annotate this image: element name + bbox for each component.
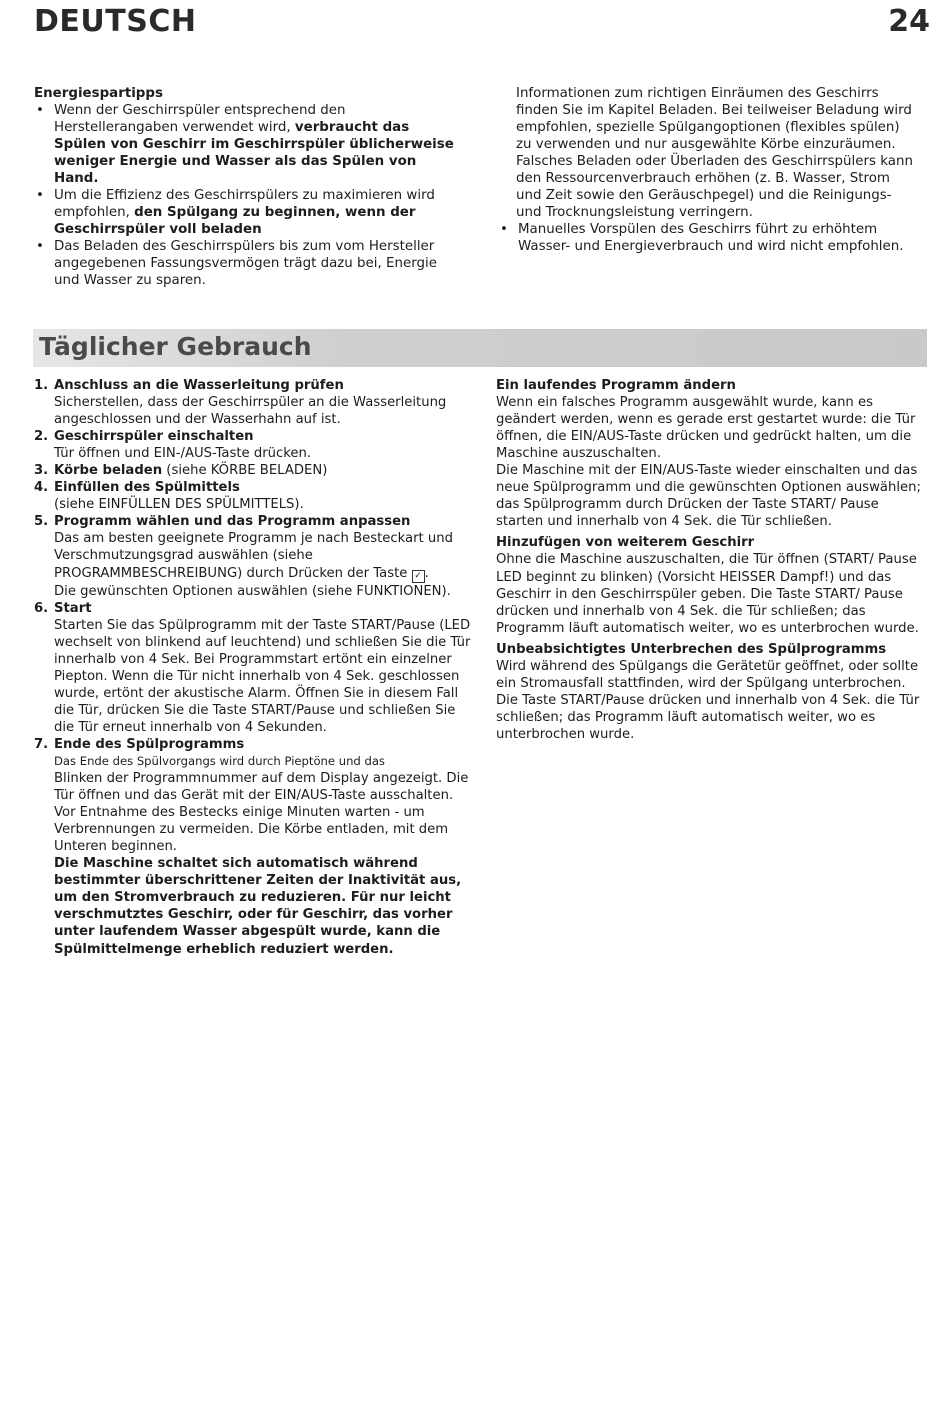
step-text: (siehe EINFÜLLEN DES SPÜLMITTELS). [54, 497, 304, 513]
step-1 [34, 377, 474, 428]
step-text-part: . [424, 565, 429, 581]
step-number: 4. [34, 480, 49, 496]
step-text: Vor Entnahme des Bestecks einige Minuten warten - um Verbrennungen zu vermeiden. Die Körbe entladen, mit dem Unteren beginnen. [54, 805, 449, 855]
step-title: Programm wählen und das Programm anpassen [54, 514, 411, 530]
daily-use-steps [34, 377, 474, 958]
step-text: Starten Sie das Spülprogramm mit der Taste START/Pause (LED wechselt von blinkend auf leuchtend) und schließen Sie die Tür innerhalb von 4 Sek. Bei Programmstart ertönt ein einzelner Piepton. Wenn die Tür nicht innerhalb von 4 Sek. geschlossen wurde, ertönt der akustische Alarm. Öffnen Sie in diesem Fall die Tür, drücken Sie die Taste START/Pause und schließen Sie die Tür erneut innerhalb von 4 Sekunden. [54, 617, 471, 735]
energy-tip-bold: verbraucht das Spülen von Geschirr im Geschirrspüler üblicherweise weniger Energie und Wasser als das Spülen von Hand. [54, 120, 454, 186]
change-program-text-2: Die Maschine mit der EIN/AUS-Taste wieder einschalten und das neue Spülprogramm und die gewünschten Optionen auswählen; das Spülprogramm durch Drücken der Taste START/ Pause starten und innerhalb von 4 Sek. die Tür schließen. [496, 463, 921, 530]
step-title: Ende des Spülprogramms [54, 736, 245, 752]
step-number: 2. [34, 429, 49, 445]
add-dishes-text: Ohne die Maschine auszuschalten, die Tür öffnen (START/ Pause LED beginnt zu blinken) (Vorsicht HEISSER Dampf!) und das Geschirr in den Geschirrspüler geben. Die Taste START/ Pause drücken und innerhalb von 4 Sek. die Tür schließen; das Programm läuft automatisch weiter, wo es unterbrochen wurde. [496, 552, 919, 636]
page-number: 24 [888, 4, 930, 39]
step-title: Körbe beladen [54, 463, 163, 479]
energy-tip-item [34, 187, 464, 238]
change-program-heading: Ein laufendes Programm ändern [496, 378, 736, 393]
interruption-text: Wird während des Spülgangs die Gerätetür geöffnet, oder sollte ein Stromausfall stattfinden, wird der Spülgang unterbrochen. Die Taste START/Pause drücken und innerhalb von 4 Sek. die Tür schließen; das Programm läuft automatisch weiter, wo es unterbrochen wurde. [496, 658, 920, 742]
step-4 [34, 479, 474, 513]
step-title: Anschluss an die Wasserleitung prüfen [54, 378, 344, 393]
energy-tip-text: Wenn der Geschirrspüler entsprechend den Herstellerangaben verwendet wird, [54, 103, 346, 135]
step-number: 7. [34, 736, 49, 752]
energy-tips-heading: Energiespartipps [34, 86, 163, 101]
step-number: 1. [34, 378, 49, 393]
step-note-bold: Die Maschine schaltet sich automatisch während bestimmter überschrittener Zeiten der Inaktivität aus, um den Stromverbrauch zu reduzieren. Für nur leicht verschmutztes Geschirr, oder für Geschirr, das vorher unter laufendem Wasser abgespült wurde, kann die Spülmittelmenge erheblich reduziert werden. [54, 856, 462, 957]
energy-tip-item [34, 238, 464, 289]
step-text-small: Das Ende des Spülvorgangs wird durch Pieptöne und das [54, 753, 385, 768]
energy-tip-text: Das Beladen des Geschirrspülers bis zum vom Hersteller angegebenen Fassungsvermögen trägt dazu bei, Energie und Wasser zu sparen. [54, 239, 437, 288]
program-button-icon: ✓ [412, 570, 425, 583]
energy-tips-right-column [498, 85, 918, 255]
change-program-text: Wenn ein falsches Programm ausgewählt wurde, kann es geändert werden, wenn es gerade erst gestartet wurde: die Tür öffnen, die EIN/AUS-Taste drücken und gedrückt halten, um die Maschine auszuschalten. [496, 395, 916, 462]
step-text: Die gewünschten Optionen auswählen (siehe FUNKTIONEN). [54, 583, 451, 599]
step-5 [34, 513, 474, 599]
step-text: Sicherstellen, dass der Geschirrspüler an die Wasserleitung angeschlossen und der Wasserhahn auf ist. [54, 395, 447, 428]
section-banner [33, 329, 927, 367]
step-3 [34, 462, 474, 479]
step-title: Einfüllen des Spülmittels [54, 480, 240, 496]
loading-info-paragraph: Informationen zum richtigen Einräumen des Geschirrs finden Sie im Kapitel Beladen. Bei teilweiser Beladung wird empfohlen, spezielle Spülgangoptionen (flexibles spülen) zu verwenden und nur ausgewählte Körbe einzuräumen. Falsches Beladen oder Überladen des Geschirrspülers kann den Ressourcenverbrauch erhöhen (z. B. Wasser, Strom und Zeit sowie den Geräuschpegel) und die Reinigungs- und Trocknungsleistung verringern. [516, 86, 913, 220]
energy-tips-list [34, 102, 464, 289]
page-header [34, 4, 930, 44]
step-inline-text: (siehe KÖRBE BELADEN) [162, 463, 328, 479]
step-6 [34, 600, 474, 736]
step-number: 3. [34, 463, 49, 479]
step-text: Blinken der Programmnummer auf dem Display angezeigt. Die Tür öffnen und das Gerät mit der EIN/AUS-Taste ausschalten. [54, 771, 469, 804]
interruption-heading: Unbeabsichtigtes Unterbrechen des Spülprogramms [496, 641, 887, 657]
step-title: Start [54, 600, 92, 616]
step-number: 6. [34, 600, 49, 616]
prerinse-tip-item: • Manuelles Vorspülen des Geschirrs führt zu erhöhtem Wasser- und Energieverbrauch und wird nicht empfohlen. [498, 221, 918, 255]
add-dishes-heading: Hinzufügen von weiterem Geschirr [496, 535, 755, 551]
energy-tips-right-list [498, 221, 918, 255]
step-text: Tür öffnen und EIN-/AUS-Taste drücken. [54, 446, 312, 462]
program-handling-column [496, 377, 928, 743]
step-2 [34, 428, 474, 462]
energy-tips-left-column [34, 85, 464, 289]
step-text-part: Das am besten geeignete Programm je nach Besteckart und Verschmutzungsgrad auswählen (siehe PROGRAMMBESCHREIBUNG) durch Drücken der Taste [54, 531, 453, 581]
section-title: Täglicher Gebrauch [39, 332, 312, 361]
step-7 [34, 736, 474, 958]
energy-tip-item [34, 102, 464, 187]
energy-tip-bold: den Spülgang zu beginnen, wenn der Geschirrspüler voll beladen [54, 205, 416, 237]
step-text [54, 530, 474, 582]
step-title: Geschirrspüler einschalten [54, 429, 254, 445]
language-heading: DEUTSCH [34, 4, 197, 39]
step-number: 5. [34, 514, 49, 530]
energy-tip-text: Um die Effizienz des Geschirrspülers zu maximieren wird empfohlen, [54, 188, 435, 220]
